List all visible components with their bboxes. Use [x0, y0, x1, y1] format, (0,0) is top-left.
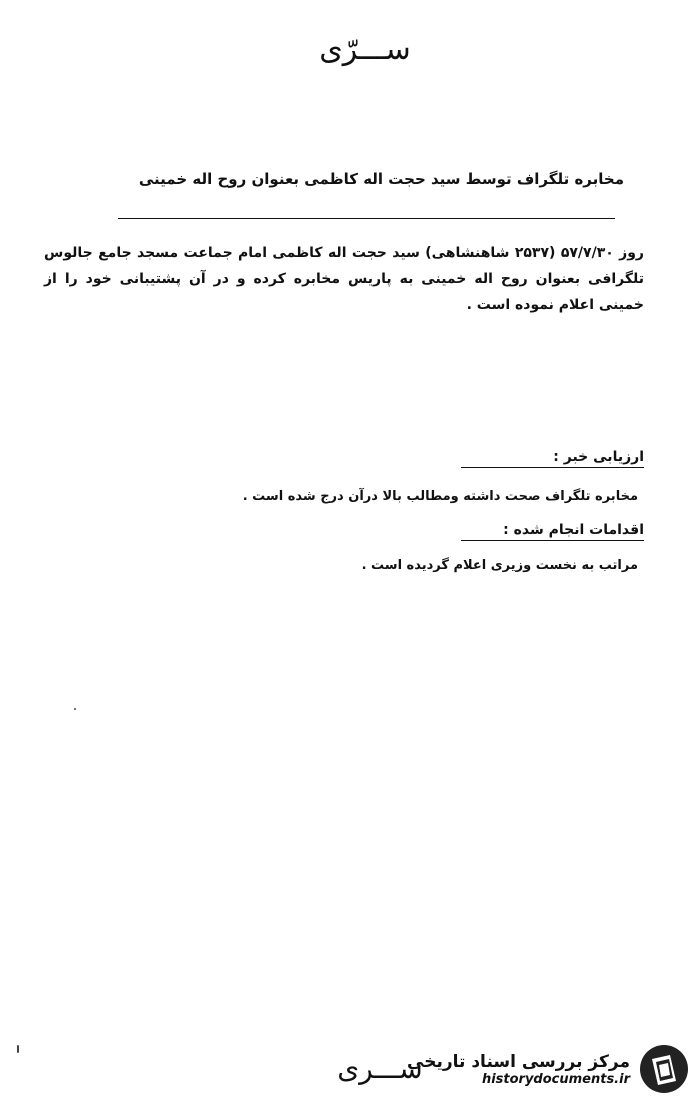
classification-stamp-bottom: ســـری — [337, 1052, 423, 1085]
evaluation-heading: ارزیابی خبر : — [461, 449, 644, 468]
classification-stamp-top: ســـرّی — [319, 32, 411, 67]
scan-speck — [74, 708, 76, 710]
archive-logo-icon — [638, 1043, 690, 1095]
watermark-text — [407, 1052, 630, 1087]
scan-speck — [17, 1045, 19, 1053]
report-body: روز ۵۷/۷/۳۰ (۲۵۳۷ شاهنشاهی) سید حجت اله کاظمی امام جماعت مسجد جامع جالوس تلگرافی بعنوان روح اله خمینی به پاریس مخابره کرده و در آن پشتیبانی خود را از خمینی اعلام نموده است . — [44, 245, 644, 313]
watermark — [400, 1038, 690, 1100]
document-subject: مخابره تلگراف توسط سید حجت اله کاظمی بعنوان روح اله خمینی — [138, 170, 624, 188]
subject-underline — [118, 218, 615, 219]
actions-text: مراتب به نخست وزیری اعلام گردیده است . — [361, 558, 638, 573]
watermark-name: مرکز بررسی اسناد تاریخی — [407, 1051, 630, 1072]
watermark-url: historydocuments.ir — [481, 1071, 630, 1087]
actions-heading: اقدامات انجام شده : — [461, 522, 644, 541]
evaluation-text: مخابره تلگراف صحت داشته ومطالب بالا درآن درج شده است . — [242, 489, 638, 504]
